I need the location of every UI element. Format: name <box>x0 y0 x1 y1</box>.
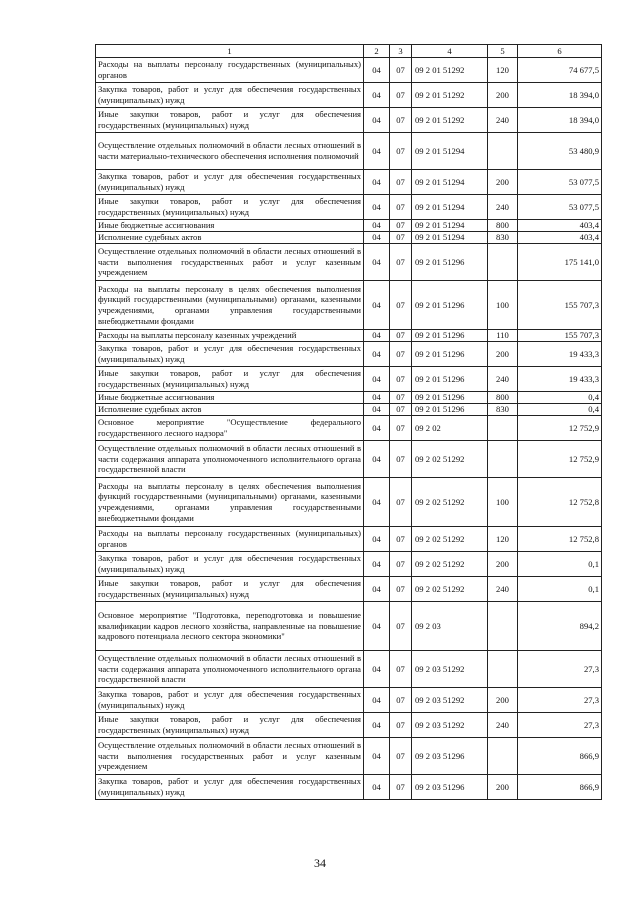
row-section: 04 <box>364 108 390 133</box>
row-section: 04 <box>364 441 390 478</box>
table-row <box>96 281 602 330</box>
row-subsection: 07 <box>390 108 412 133</box>
row-expense-type: 110 <box>488 330 518 342</box>
row-section: 04 <box>364 602 390 651</box>
row-target-article: 09 2 01 51294 <box>412 220 488 232</box>
row-section: 04 <box>364 577 390 602</box>
table-row <box>96 330 602 342</box>
row-target-article: 09 2 03 51292 <box>412 688 488 713</box>
row-name: Основное мероприятие "Подготовка, переподготовка и повышение квалификации кадров лесного хозяйства, направленные на повышение кадрового потенциала лесного сектора экономики" <box>96 602 364 651</box>
row-section: 04 <box>364 775 390 800</box>
table-row <box>96 133 602 170</box>
row-name: Иные бюджетные ассигнования <box>96 392 364 404</box>
row-subsection: 07 <box>390 404 412 416</box>
row-target-article: 09 2 01 51296 <box>412 392 488 404</box>
row-amount: 403,4 <box>518 232 602 244</box>
row-subsection: 07 <box>390 602 412 651</box>
row-subsection: 07 <box>390 392 412 404</box>
table-row <box>96 83 602 108</box>
row-target-article: 09 2 01 51294 <box>412 232 488 244</box>
row-section: 04 <box>364 651 390 688</box>
row-target-article: 09 2 02 51292 <box>412 577 488 602</box>
row-amount: 53 077,5 <box>518 170 602 195</box>
row-amount: 74 677,5 <box>518 58 602 83</box>
row-section: 04 <box>364 688 390 713</box>
row-expense-type: 100 <box>488 478 518 527</box>
row-target-article: 09 2 02 51292 <box>412 552 488 577</box>
row-subsection: 07 <box>390 83 412 108</box>
row-amount: 866,9 <box>518 775 602 800</box>
row-target-article: 09 2 01 51296 <box>412 244 488 281</box>
row-amount: 19 433,3 <box>518 342 602 367</box>
row-target-article: 09 2 01 51292 <box>412 58 488 83</box>
row-subsection: 07 <box>390 220 412 232</box>
row-name: Осуществление отдельных полномочий в области лесных отношений в части содержания аппарата уполномоченного исполнительного органа государственной власти <box>96 651 364 688</box>
row-section: 04 <box>364 195 390 220</box>
row-section: 04 <box>364 244 390 281</box>
table-row <box>96 244 602 281</box>
row-section: 04 <box>364 478 390 527</box>
row-section: 04 <box>364 713 390 738</box>
row-expense-type <box>488 602 518 651</box>
row-section: 04 <box>364 330 390 342</box>
header-col-6: 6 <box>518 45 602 58</box>
table-row <box>96 651 602 688</box>
row-name: Закупка товаров, работ и услуг для обеспечения государственных (муниципальных) нужд <box>96 170 364 195</box>
row-subsection: 07 <box>390 688 412 713</box>
row-name: Осуществление отдельных полномочий в области лесных отношений в части материально-технического обеспечения исполнения полномочий <box>96 133 364 170</box>
row-name: Исполнение судебных актов <box>96 232 364 244</box>
row-amount: 155 707,3 <box>518 330 602 342</box>
row-section: 04 <box>364 342 390 367</box>
row-subsection: 07 <box>390 416 412 441</box>
table-row <box>96 552 602 577</box>
row-amount: 18 394,0 <box>518 83 602 108</box>
row-section: 04 <box>364 83 390 108</box>
row-expense-type <box>488 651 518 688</box>
row-name: Иные закупки товаров, работ и услуг для обеспечения государственных (муниципальных) нужд <box>96 108 364 133</box>
table-row <box>96 170 602 195</box>
row-target-article: 09 2 01 51296 <box>412 330 488 342</box>
row-expense-type: 120 <box>488 527 518 552</box>
row-target-article: 09 2 03 51296 <box>412 775 488 800</box>
row-target-article: 09 2 01 51296 <box>412 342 488 367</box>
row-target-article: 09 2 01 51294 <box>412 195 488 220</box>
row-subsection: 07 <box>390 195 412 220</box>
table-row <box>96 108 602 133</box>
row-subsection: 07 <box>390 367 412 392</box>
row-expense-type: 240 <box>488 195 518 220</box>
row-amount: 0,4 <box>518 404 602 416</box>
row-name: Закупка товаров, работ и услуг для обеспечения государственных (муниципальных) нужд <box>96 688 364 713</box>
row-amount: 53 077,5 <box>518 195 602 220</box>
row-subsection: 07 <box>390 281 412 330</box>
row-amount: 12 752,9 <box>518 416 602 441</box>
table-row <box>96 232 602 244</box>
row-target-article: 09 2 01 51294 <box>412 133 488 170</box>
row-expense-type: 240 <box>488 577 518 602</box>
row-name: Расходы на выплаты персоналу государственных (муниципальных) органов <box>96 58 364 83</box>
row-target-article: 09 2 02 51292 <box>412 441 488 478</box>
row-expense-type <box>488 133 518 170</box>
row-amount: 27,3 <box>518 688 602 713</box>
row-target-article: 09 2 03 51292 <box>412 651 488 688</box>
row-subsection: 07 <box>390 170 412 195</box>
row-name: Расходы на выплаты персоналу государственных (муниципальных) органов <box>96 527 364 552</box>
header-col-5: 5 <box>488 45 518 58</box>
row-section: 04 <box>364 170 390 195</box>
table-row <box>96 392 602 404</box>
row-subsection: 07 <box>390 330 412 342</box>
header-row <box>96 45 602 58</box>
row-expense-type: 240 <box>488 367 518 392</box>
row-name: Иные бюджетные ассигнования <box>96 220 364 232</box>
row-amount: 155 707,3 <box>518 281 602 330</box>
row-name: Иные закупки товаров, работ и услуг для обеспечения государственных (муниципальных) нужд <box>96 367 364 392</box>
row-target-article: 09 2 03 51292 <box>412 713 488 738</box>
row-amount: 0,4 <box>518 392 602 404</box>
row-section: 04 <box>364 392 390 404</box>
row-subsection: 07 <box>390 577 412 602</box>
row-name: Расходы на выплаты персоналу в целях обеспечения выполнения функций государственными (муниципальными) органами, казенными учреждениями, органами управления государственными внебюджетными фондами <box>96 281 364 330</box>
header-col-2: 2 <box>364 45 390 58</box>
row-subsection: 07 <box>390 133 412 170</box>
row-section: 04 <box>364 367 390 392</box>
table-row <box>96 58 602 83</box>
row-subsection: 07 <box>390 738 412 775</box>
row-amount: 27,3 <box>518 651 602 688</box>
row-name: Осуществление отдельных полномочий в области лесных отношений в части выполнения государственных работ и услуг казенным учреждением <box>96 738 364 775</box>
table-row <box>96 527 602 552</box>
budget-table-sheet <box>95 44 601 800</box>
row-name: Иные закупки товаров, работ и услуг для обеспечения государственных (муниципальных) нужд <box>96 713 364 738</box>
row-section: 04 <box>364 281 390 330</box>
row-subsection: 07 <box>390 244 412 281</box>
budget-table <box>95 44 602 800</box>
row-name: Закупка товаров, работ и услуг для обеспечения государственных (муниципальных) нужд <box>96 83 364 108</box>
row-target-article: 09 2 01 51296 <box>412 281 488 330</box>
row-amount: 0,1 <box>518 552 602 577</box>
row-amount: 19 433,3 <box>518 367 602 392</box>
row-expense-type: 830 <box>488 404 518 416</box>
row-target-article: 09 2 01 51296 <box>412 367 488 392</box>
row-amount: 866,9 <box>518 738 602 775</box>
table-row <box>96 416 602 441</box>
table-row <box>96 688 602 713</box>
row-subsection: 07 <box>390 775 412 800</box>
row-subsection: 07 <box>390 713 412 738</box>
row-name: Иные закупки товаров, работ и услуг для обеспечения государственных (муниципальных) нужд <box>96 577 364 602</box>
row-expense-type: 200 <box>488 775 518 800</box>
row-name: Иные закупки товаров, работ и услуг для обеспечения государственных (муниципальных) нужд <box>96 195 364 220</box>
row-target-article: 09 2 03 51296 <box>412 738 488 775</box>
row-section: 04 <box>364 133 390 170</box>
row-target-article: 09 2 02 51292 <box>412 478 488 527</box>
table-row <box>96 478 602 527</box>
row-subsection: 07 <box>390 342 412 367</box>
row-expense-type: 200 <box>488 552 518 577</box>
table-row <box>96 713 602 738</box>
row-expense-type: 100 <box>488 281 518 330</box>
row-subsection: 07 <box>390 232 412 244</box>
row-amount: 27,3 <box>518 713 602 738</box>
row-amount: 53 480,9 <box>518 133 602 170</box>
row-expense-type <box>488 416 518 441</box>
row-expense-type: 200 <box>488 83 518 108</box>
row-name: Осуществление отдельных полномочий в области лесных отношений в части выполнения государственных работ и услуг казенным учреждением <box>96 244 364 281</box>
table-row <box>96 195 602 220</box>
row-section: 04 <box>364 58 390 83</box>
row-target-article: 09 2 01 51292 <box>412 108 488 133</box>
row-expense-type: 830 <box>488 232 518 244</box>
row-expense-type: 800 <box>488 220 518 232</box>
page-number: 34 <box>314 856 326 870</box>
row-name: Закупка товаров, работ и услуг для обеспечения государственных (муниципальных) нужд <box>96 342 364 367</box>
row-name: Осуществление отдельных полномочий в области лесных отношений в части содержания аппарата уполномоченного исполнительного органа государственной власти <box>96 441 364 478</box>
table-row <box>96 220 602 232</box>
row-subsection: 07 <box>390 58 412 83</box>
header-col-1: 1 <box>96 45 364 58</box>
row-name: Основное мероприятие "Осуществление федерального государственного лесного надзора" <box>96 416 364 441</box>
table-row <box>96 577 602 602</box>
table-row <box>96 775 602 800</box>
row-name: Расходы на выплаты персоналу казенных учреждений <box>96 330 364 342</box>
row-target-article: 09 2 01 51296 <box>412 404 488 416</box>
row-expense-type: 200 <box>488 342 518 367</box>
row-name: Закупка товаров, работ и услуг для обеспечения государственных (муниципальных) нужд <box>96 775 364 800</box>
row-expense-type: 200 <box>488 688 518 713</box>
table-row <box>96 367 602 392</box>
row-section: 04 <box>364 404 390 416</box>
row-target-article: 09 2 01 51294 <box>412 170 488 195</box>
table-row <box>96 738 602 775</box>
row-subsection: 07 <box>390 651 412 688</box>
row-subsection: 07 <box>390 441 412 478</box>
row-subsection: 07 <box>390 478 412 527</box>
row-amount: 18 394,0 <box>518 108 602 133</box>
table-body <box>96 58 602 800</box>
row-expense-type: 120 <box>488 58 518 83</box>
row-target-article: 09 2 03 <box>412 602 488 651</box>
row-expense-type: 240 <box>488 713 518 738</box>
row-amount: 12 752,8 <box>518 527 602 552</box>
row-expense-type: 240 <box>488 108 518 133</box>
row-expense-type: 800 <box>488 392 518 404</box>
row-target-article: 09 2 02 <box>412 416 488 441</box>
row-section: 04 <box>364 416 390 441</box>
row-section: 04 <box>364 220 390 232</box>
row-amount: 0,1 <box>518 577 602 602</box>
row-section: 04 <box>364 527 390 552</box>
row-section: 04 <box>364 738 390 775</box>
table-row <box>96 602 602 651</box>
row-target-article: 09 2 01 51292 <box>412 83 488 108</box>
row-name: Закупка товаров, работ и услуг для обеспечения государственных (муниципальных) нужд <box>96 552 364 577</box>
row-name: Исполнение судебных актов <box>96 404 364 416</box>
table-row <box>96 404 602 416</box>
row-name: Расходы на выплаты персоналу в целях обеспечения выполнения функций государственными (муниципальными) органами, казенными учреждениями, органами управления государственными внебюджетными фондами <box>96 478 364 527</box>
row-subsection: 07 <box>390 527 412 552</box>
table-row <box>96 441 602 478</box>
row-amount: 175 141,0 <box>518 244 602 281</box>
row-amount: 12 752,8 <box>518 478 602 527</box>
header-col-4: 4 <box>412 45 488 58</box>
row-subsection: 07 <box>390 552 412 577</box>
row-expense-type <box>488 244 518 281</box>
row-target-article: 09 2 02 51292 <box>412 527 488 552</box>
row-amount: 12 752,9 <box>518 441 602 478</box>
row-expense-type <box>488 441 518 478</box>
row-amount: 894,2 <box>518 602 602 651</box>
table-row <box>96 342 602 367</box>
row-section: 04 <box>364 552 390 577</box>
row-expense-type <box>488 738 518 775</box>
header-col-3: 3 <box>390 45 412 58</box>
row-expense-type: 200 <box>488 170 518 195</box>
row-section: 04 <box>364 232 390 244</box>
row-amount: 403,4 <box>518 220 602 232</box>
